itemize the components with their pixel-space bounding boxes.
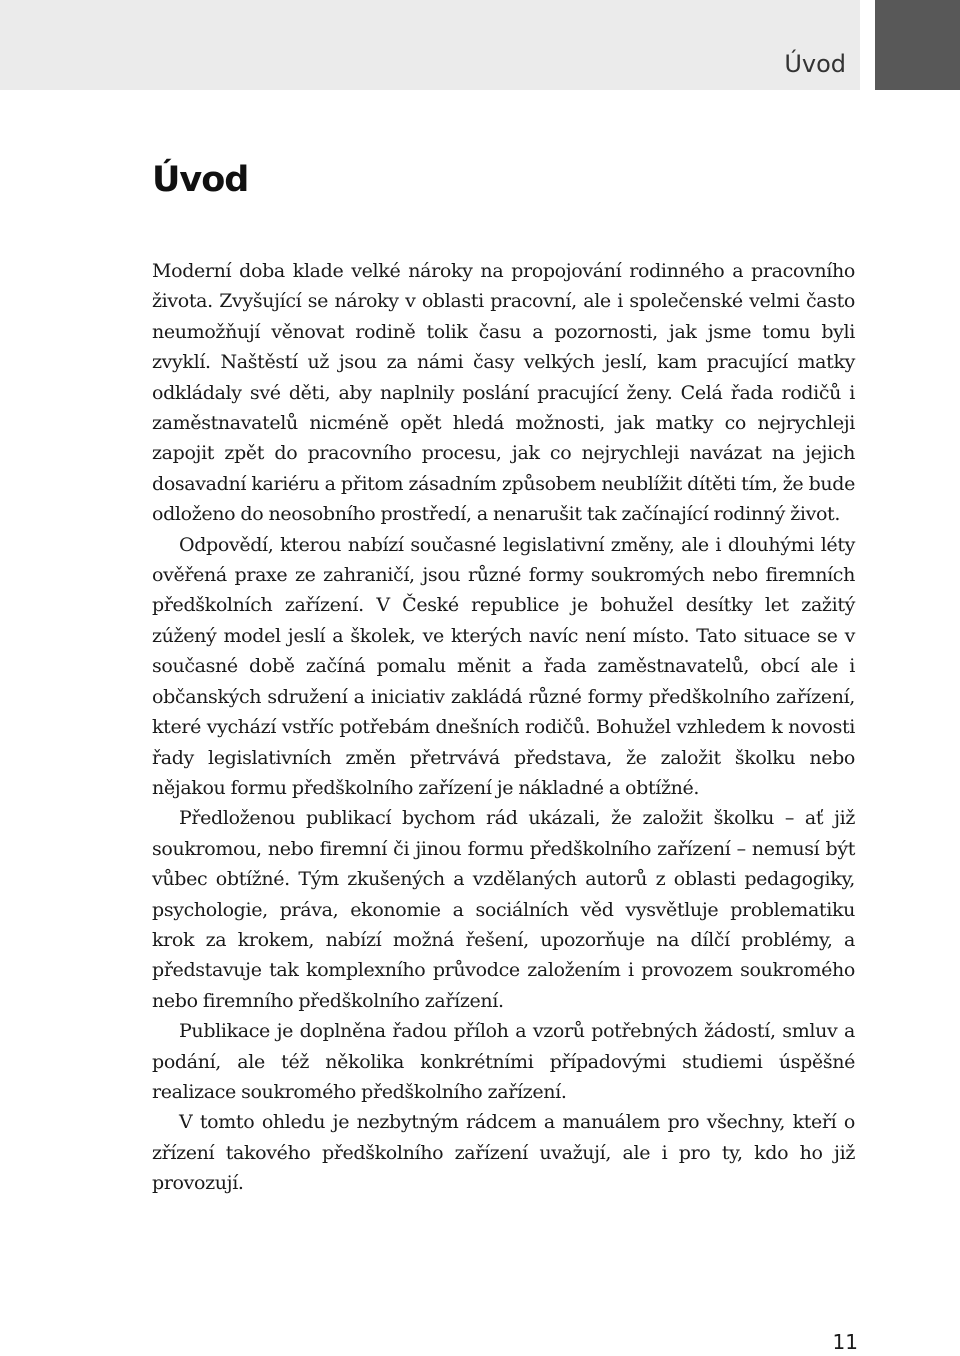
paragraph-1: Moderní doba klade velké nároky na propojování rodinného a pracovního života. Zvyšující se nároky v oblasti pracovní, ale i společenské velmi často neumožňují věnovat rodině tolik času a pozornosti, jak jsme tomu byli zvyklí. Naštěstí už jsou za námi časy velkých jeslí, kam pracující matky odkládaly své děti, aby naplnily poslání pracující ženy. Celá řada rodičů i zaměstnavatelů nicméně opět hledá možnosti, jak matky co nejrychleji zapojit zpět do pracovního procesu, jak co nejrychleji navázat na jejich dosavadní kariéru a přitom zásadním způsobem neublížit dítěti tím, že bude odloženo do neosobního prostředí, a nenarušit tak začínající rodinný život.	[152, 260, 855, 526]
page-number: 11	[832, 1330, 858, 1354]
paragraph-4: Publikace je doplněna řadou příloh a vzorů potřebných žádostí, smluv a podání, ale též několika konkrétními případovými studiemi úspěšné realizace soukromého předškolního zařízení.	[152, 1020, 855, 1103]
paragraph-2: Odpovědí, kterou nabízí současné legislativní změny, ale i dlouhými léty ověřená praxe ze zahraničí, jsou různé formy soukromých nebo firemních předškolních zařízení. V České republice je bohužel desítky let zažitý zúžený model jeslí a školek, ve kterých navíc není místo. Tato situace se v současné době začíná pomalu měnit a řada zaměstnavatelů, obcí ale i občanských sdružení a iniciativ zakládá různé formy předškolního zařízení, které vychází vstříc potřebám dnešních rodičů. Bohužel vzhledem k novosti řady legislativních změn přetrvává představa, že založit školku nebo nějakou formu předškolního zařízení je nákladné a obtížné.	[152, 533, 855, 799]
body-text	[152, 256, 855, 1199]
running-header-title: Úvod	[784, 50, 846, 78]
corner-tab	[875, 0, 960, 90]
paragraph-3: Předloženou publikací bychom rád ukázali, že založit školku – ať již soukromou, nebo firemní či jinou formu předškolního zařízení – nemusí být vůbec obtížné. Tým zkušených a vzdělaných autorů z oblasti pedagogiky, psychologie, práva, ekonomie a sociálních věd vysvětluje problematiku krok za krokem, nabízí možná řešení, upozorňuje na dílčí problémy, a představuje tak komplexního průvodce založením i provozem soukromého nebo firemního předškolního zařízení.	[152, 807, 855, 1012]
paragraph-5: V tomto ohledu je nezbytným rádcem a manuálem pro všechny, kteří o zřízení takového předškolního zařízení uvažují, ale i pro ty, kdo ho již provozují.	[152, 1111, 855, 1195]
chapter-title: Úvod	[152, 160, 249, 200]
running-header	[0, 0, 860, 90]
